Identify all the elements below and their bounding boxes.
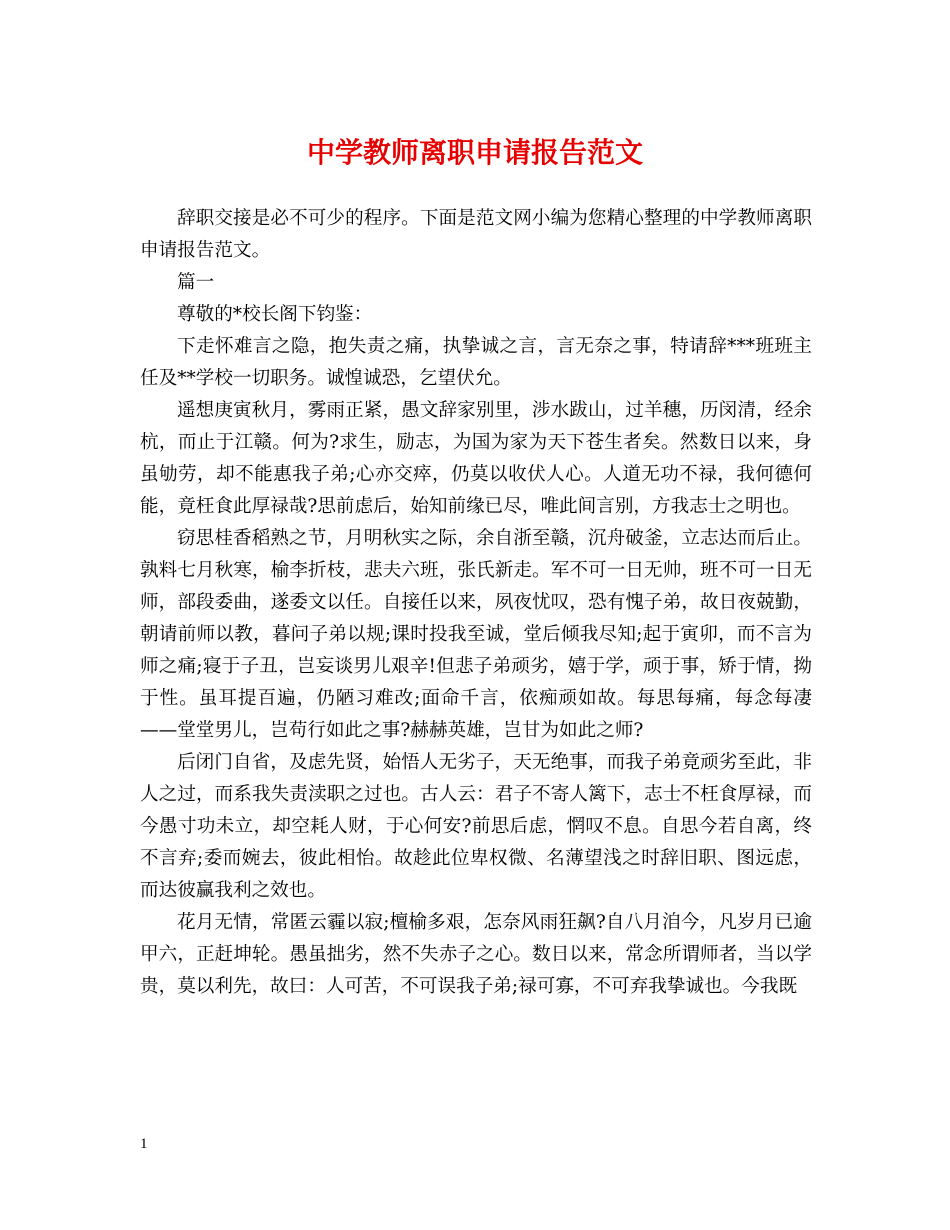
- document-title: 中学教师离职申请报告范文: [306, 136, 643, 169]
- paragraph: 后闭门自省，及虑先贤，始悟人无劣子，天无绝事，而我子弟竟顽劣至此，非人之过，而系我失责渎职之过也。古人云：君子不寄人篱下，志士不枉食厚禄，而今愚寸功未立，却空耗人财，于心何安?前思后虑，惘叹不息。自思今若自离，终不言弃;委而婉去，彼此相怡。故趁此位卑权微、名薄望浅之时辞旧职、图远虑，而达彼赢我利之效也。: [140, 752, 812, 901]
- paragraph: 遥想庚寅秋月，雾雨正紧，愚文辞家别里，涉水跋山，过羊穗，历闵清，经余杭，而止于江赣。何为?求生，励志，为国为家为天下苍生者矣。然数日以来，身虽劬劳，却不能惠我子弟;心亦交瘁，仍莫以收伏人心。人道无功不禄，我何德何能，竟枉食此厚禄哉?思前虑后，始知前缘已尽，唯此间言别，方我志士之明也。: [140, 400, 812, 517]
- paragraph-section-label: 篇一: [177, 272, 215, 293]
- paragraph-intro: 辞职交接是必不可少的程序。下面是范文网小编为您精心整理的中学教师离职申请报告范文。: [140, 208, 812, 261]
- paragraph-salutation: 尊敬的*校长阁下钧鉴：: [177, 304, 373, 325]
- paragraph: 窃思桂香稻熟之节，月明秋实之际，余自浙至赣，沉舟破釜，立志达而后止。孰料七月秋寒，榆李折枝，悲夫六班，张氏新走。军不可一日无帅，班不可一日无师，部段委曲，遂委文以任。自接任以来，夙夜忧叹，恐有愧子弟，故日夜兢勤，朝请前师以教，暮问子弟以规;课时投我至诚，堂后倾我尽知;起于寅卯，而不言为师之痛;寝于子丑，岂妄谈男儿艰辛!但悲子弟顽劣，嬉于学，顽于事，矫于情，拗于性。虽耳提百遍，仍陋习难改;面命千言，依痴顽如故。每思每痛，每念每凄——堂堂男儿，岂苟行如此之事?赫赫英雄，岂甘为如此之师?: [140, 528, 812, 741]
- paragraph: 花月无情，常匿云霾以寂;檀榆多艰，怎奈风雨狂飙?自八月洎今，凡岁月已逾甲六，正赶坤轮。愚虽拙劣，然不失赤子之心。数日以来，常念所谓师者，当以学贵，莫以利先，故曰：人可苦，不可误我子弟;禄可寡，不可弃我挚诚也。今我既: [140, 912, 812, 997]
- page-number: 1: [140, 1136, 148, 1152]
- document-body: [140, 203, 812, 1003]
- paragraph: 下走怀难言之隐，抱失责之痛，执挚诚之言，言无奈之事，特请辞***班班主任及**学校一切职务。诚惶诚恐，乞望伏允。: [140, 336, 812, 389]
